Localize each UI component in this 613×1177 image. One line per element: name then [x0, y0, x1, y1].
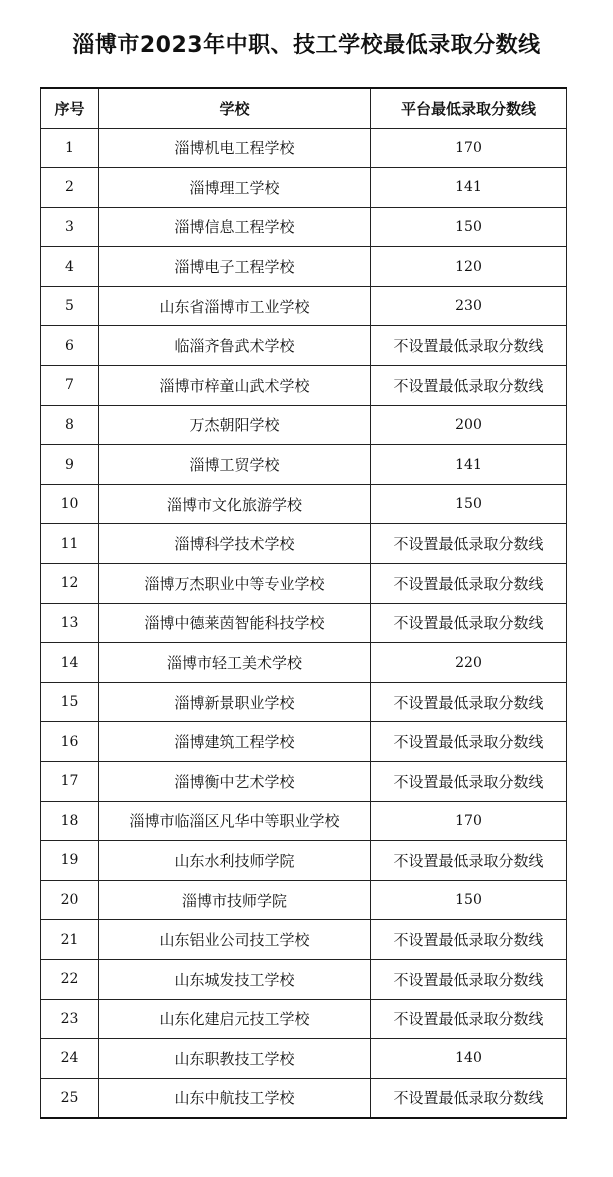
min-score-cell: 170: [371, 801, 567, 841]
min-score-cell: 不设置最低录取分数线: [371, 366, 567, 406]
min-score-cell: 不设置最低录取分数线: [371, 841, 567, 881]
min-score-cell: 220: [371, 643, 567, 683]
table-row: [41, 841, 567, 881]
school-name-cell: 淄博中德莱茵智能科技学校: [99, 603, 371, 643]
row-number-cell: 21: [41, 920, 99, 960]
school-name-cell: 淄博科学技术学校: [99, 524, 371, 564]
table-row: [41, 1078, 567, 1118]
table-row: [41, 999, 567, 1039]
table-body: [41, 128, 567, 1118]
table-row: [41, 643, 567, 683]
row-number-cell: 2: [41, 168, 99, 208]
row-number-cell: 7: [41, 366, 99, 406]
school-name-cell: 淄博万杰职业中等专业学校: [99, 564, 371, 604]
school-name-cell: 淄博市文化旅游学校: [99, 484, 371, 524]
table-row: [41, 682, 567, 722]
school-name-cell: 山东城发技工学校: [99, 959, 371, 999]
column-header-score: 平台最低录取分数线: [371, 88, 567, 128]
table-row: [41, 722, 567, 762]
min-score-cell: 230: [371, 286, 567, 326]
school-name-cell: 淄博市梓童山武术学校: [99, 366, 371, 406]
row-number-cell: 24: [41, 1039, 99, 1079]
table-row: [41, 366, 567, 406]
table-row: [41, 484, 567, 524]
school-name-cell: 山东中航技工学校: [99, 1078, 371, 1118]
column-header-school: 学校: [99, 88, 371, 128]
row-number-cell: 16: [41, 722, 99, 762]
table-row: [41, 445, 567, 485]
table-header-row: [41, 88, 567, 128]
table-row: [41, 603, 567, 643]
school-name-cell: 山东职教技工学校: [99, 1039, 371, 1079]
table-row: [41, 920, 567, 960]
table-row: [41, 959, 567, 999]
school-name-cell: 山东铝业公司技工学校: [99, 920, 371, 960]
column-header-number: 序号: [41, 88, 99, 128]
min-score-cell: 141: [371, 168, 567, 208]
school-name-cell: 淄博衡中艺术学校: [99, 762, 371, 802]
min-score-cell: 不设置最低录取分数线: [371, 920, 567, 960]
school-name-cell: 淄博工贸学校: [99, 445, 371, 485]
row-number-cell: 9: [41, 445, 99, 485]
table-row: [41, 247, 567, 287]
row-number-cell: 4: [41, 247, 99, 287]
table-row: [41, 1039, 567, 1079]
min-score-cell: 140: [371, 1039, 567, 1079]
min-score-cell: 200: [371, 405, 567, 445]
row-number-cell: 25: [41, 1078, 99, 1118]
school-name-cell: 淄博建筑工程学校: [99, 722, 371, 762]
min-score-cell: 不设置最低录取分数线: [371, 603, 567, 643]
school-name-cell: 万杰朝阳学校: [99, 405, 371, 445]
table-row: [41, 524, 567, 564]
min-score-cell: 141: [371, 445, 567, 485]
row-number-cell: 14: [41, 643, 99, 683]
school-name-cell: 淄博市临淄区凡华中等职业学校: [99, 801, 371, 841]
admission-score-table: [40, 87, 567, 1119]
row-number-cell: 11: [41, 524, 99, 564]
school-name-cell: 山东水利技师学院: [99, 841, 371, 881]
school-name-cell: 淄博信息工程学校: [99, 207, 371, 247]
min-score-cell: 120: [371, 247, 567, 287]
table-row: [41, 405, 567, 445]
school-name-cell: 山东省淄博市工业学校: [99, 286, 371, 326]
row-number-cell: 20: [41, 880, 99, 920]
row-number-cell: 6: [41, 326, 99, 366]
table-row: [41, 207, 567, 247]
table-row: [41, 564, 567, 604]
min-score-cell: 不设置最低录取分数线: [371, 682, 567, 722]
row-number-cell: 17: [41, 762, 99, 802]
table-row: [41, 128, 567, 168]
row-number-cell: 23: [41, 999, 99, 1039]
row-number-cell: 13: [41, 603, 99, 643]
table-row: [41, 762, 567, 802]
row-number-cell: 19: [41, 841, 99, 881]
school-name-cell: 淄博电子工程学校: [99, 247, 371, 287]
row-number-cell: 15: [41, 682, 99, 722]
row-number-cell: 18: [41, 801, 99, 841]
min-score-cell: 不设置最低录取分数线: [371, 564, 567, 604]
row-number-cell: 22: [41, 959, 99, 999]
table-row: [41, 801, 567, 841]
school-name-cell: 淄博市轻工美术学校: [99, 643, 371, 683]
row-number-cell: 10: [41, 484, 99, 524]
min-score-cell: 不设置最低录取分数线: [371, 1078, 567, 1118]
min-score-cell: 150: [371, 484, 567, 524]
school-name-cell: 临淄齐鲁武术学校: [99, 326, 371, 366]
page-title: 淄博市2023年中职、技工学校最低录取分数线: [72, 33, 541, 58]
min-score-cell: 150: [371, 880, 567, 920]
table-row: [41, 168, 567, 208]
school-name-cell: 淄博新景职业学校: [99, 682, 371, 722]
min-score-cell: 不设置最低录取分数线: [371, 524, 567, 564]
min-score-cell: 不设置最低录取分数线: [371, 959, 567, 999]
row-number-cell: 5: [41, 286, 99, 326]
min-score-cell: 170: [371, 128, 567, 168]
row-number-cell: 3: [41, 207, 99, 247]
school-name-cell: 淄博机电工程学校: [99, 128, 371, 168]
min-score-cell: 不设置最低录取分数线: [371, 999, 567, 1039]
table-row: [41, 326, 567, 366]
row-number-cell: 1: [41, 128, 99, 168]
min-score-cell: 不设置最低录取分数线: [371, 326, 567, 366]
min-score-cell: 不设置最低录取分数线: [371, 722, 567, 762]
school-name-cell: 淄博市技师学院: [99, 880, 371, 920]
min-score-cell: 150: [371, 207, 567, 247]
table-row: [41, 286, 567, 326]
school-name-cell: 淄博理工学校: [99, 168, 371, 208]
row-number-cell: 12: [41, 564, 99, 604]
min-score-cell: 不设置最低录取分数线: [371, 762, 567, 802]
table-row: [41, 880, 567, 920]
school-name-cell: 山东化建启元技工学校: [99, 999, 371, 1039]
row-number-cell: 8: [41, 405, 99, 445]
